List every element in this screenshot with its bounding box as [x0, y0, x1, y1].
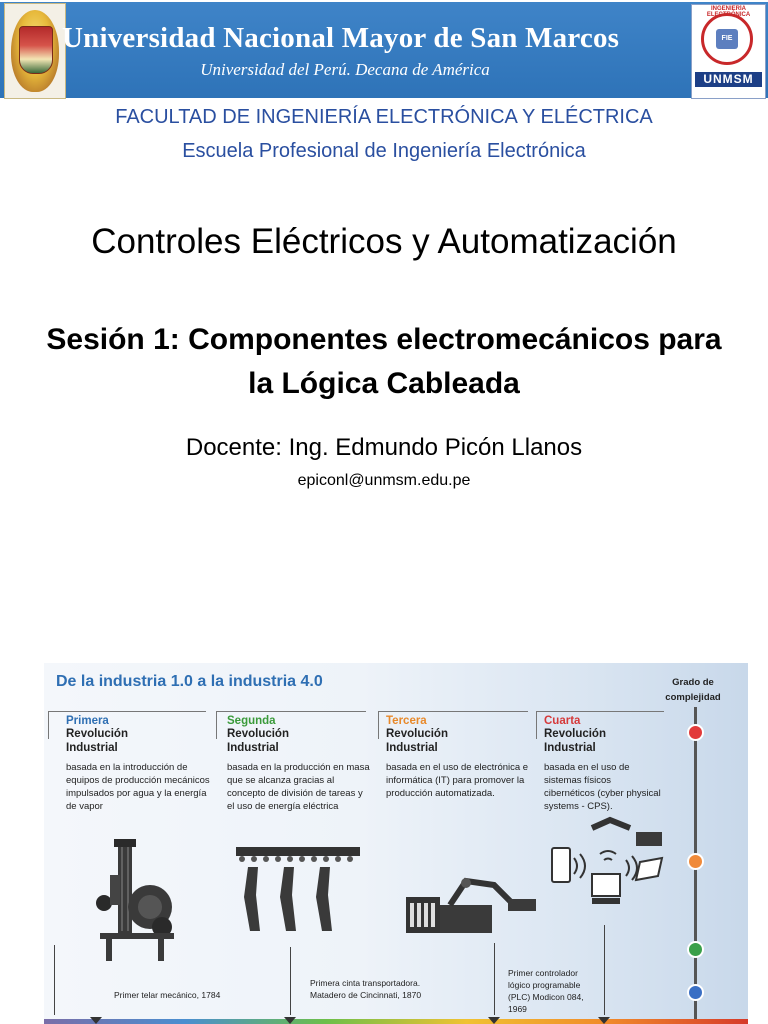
caption-plc-line1: Primer controlador — [508, 968, 578, 978]
timeline-spectrum-bar — [44, 1019, 748, 1024]
caption-conveyor-line2: Matadero de Cincinnati, 1870 — [310, 990, 422, 1000]
caption-plc-line4: 1969 — [508, 1004, 527, 1014]
revolution-column-1 — [66, 715, 216, 813]
bracket-tick-3a — [378, 711, 379, 739]
revolution-2-heading-line1: Revolución — [227, 728, 289, 740]
revolution-2-heading-line2: Industrial — [227, 742, 279, 754]
leader-line-3 — [494, 943, 495, 1015]
complexity-dot-4 — [687, 724, 704, 741]
faculty-logo — [691, 4, 766, 99]
faculty-logo-arc-text: INGENIERÍA ELECTRÓNICA — [706, 6, 751, 18]
revolution-4-ordinal: Cuarta — [544, 715, 581, 727]
plc-robot-illustration — [404, 875, 544, 937]
bracket-line-4 — [536, 711, 664, 712]
caption-plc-line3: (PLC) Modicon 084, — [508, 992, 584, 1002]
caption-plc-line2: lógico programable — [508, 980, 581, 990]
mechanical-loom-illustration — [92, 835, 188, 965]
university-subtitle: Universidad del Perú. Decana de América — [200, 60, 490, 79]
revolution-3-heading-line1: Revolución — [386, 728, 448, 740]
faculty-logo-bar: UNMSM — [695, 72, 762, 87]
revolution-1-description: basada en la introducción de equipos de producción mecánicos impulsados por agua y la energía de vapor — [66, 762, 210, 812]
revolution-1-ordinal: Primera — [66, 715, 109, 727]
timeline-marker-1 — [90, 1017, 102, 1024]
university-name: Universidad Nacional Mayor de San Marcos — [62, 22, 620, 54]
complexity-axis-label — [648, 675, 738, 705]
session-title-line2: la Lógica Cableada — [248, 367, 520, 400]
revolution-column-3 — [386, 715, 534, 800]
university-seal-logo — [4, 3, 66, 99]
seal-emblem — [19, 26, 53, 74]
timeline-marker-3 — [488, 1017, 500, 1024]
revolution-column-4 — [544, 715, 664, 813]
teacher-name: Docente: Ing. Edmundo Picón Llanos — [185, 434, 583, 461]
complexity-dot-1 — [687, 984, 704, 1001]
header-banner — [0, 0, 768, 100]
teacher-email: epiconl@unmsm.edu.pe — [297, 472, 471, 489]
revolution-4-description: basada en el uso de sistemas físicos cibernéticos (cyber physical systems - CPS). — [544, 762, 661, 812]
session-title-line1: Sesión 1: Componentes electromecánicos para — [46, 323, 722, 356]
revolution-3-heading-line2: Industrial — [386, 742, 438, 754]
revolution-1-heading-line1: Revolución — [66, 728, 128, 740]
revolution-2-description: basada en la producción en masa que se alcanza gracias al concepto de división de tareas y el uso de energía eléctrica — [227, 762, 370, 812]
caption-conveyor-line1: Primera cinta transportadora. — [310, 978, 421, 988]
complexity-dot-3 — [687, 853, 704, 870]
revolution-column-2 — [227, 715, 372, 813]
caption-plc — [508, 967, 584, 1015]
course-title: Controles Eléctricos y Automatización — [91, 222, 677, 261]
leader-line-1 — [54, 945, 55, 1015]
faculty-name: FACULTAD DE INGENIERÍA ELECTRÓNICA Y ELÉCTRICA — [115, 106, 653, 128]
caption-first-loom: Primer telar mecánico, 1784 — [114, 990, 221, 1000]
session-title — [10, 318, 758, 406]
axis-label-line2: complejidad — [665, 692, 721, 703]
revolution-4-heading-line1: Revolución — [544, 728, 606, 740]
timeline-marker-2 — [284, 1017, 296, 1024]
axis-label-line1: Grado de — [672, 677, 714, 688]
bracket-line-1 — [48, 711, 206, 712]
bracket-tick-4a — [536, 711, 537, 739]
leader-line-4 — [604, 925, 605, 1015]
bracket-tick-1a — [48, 711, 49, 739]
leader-line-2 — [290, 947, 291, 1015]
revolution-3-ordinal: Tercera — [386, 715, 427, 727]
faculty-logo-badge: FIE — [721, 35, 733, 42]
caption-conveyor — [310, 977, 421, 1001]
revolution-1-heading-line2: Industrial — [66, 742, 118, 754]
timeline-marker-4 — [598, 1017, 610, 1024]
infographic-title: De la industria 1.0 a la industria 4.0 — [56, 673, 323, 690]
conveyor-illustration — [234, 845, 364, 935]
revolution-3-description: basada en el uso de electrónica e informática (IT) para promover la producción automatizada. — [386, 762, 529, 799]
bracket-line-3 — [378, 711, 528, 712]
bracket-line-2 — [216, 711, 366, 712]
school-name: Escuela Profesional de Ingeniería Electrónica — [182, 140, 586, 162]
revolution-4-heading-line2: Industrial — [544, 742, 596, 754]
bracket-tick-2a — [216, 711, 217, 739]
industry-infographic — [44, 663, 748, 1024]
complexity-dot-2 — [687, 941, 704, 958]
cps-devices-illustration — [552, 818, 682, 918]
revolution-2-ordinal: Segunda — [227, 715, 276, 727]
